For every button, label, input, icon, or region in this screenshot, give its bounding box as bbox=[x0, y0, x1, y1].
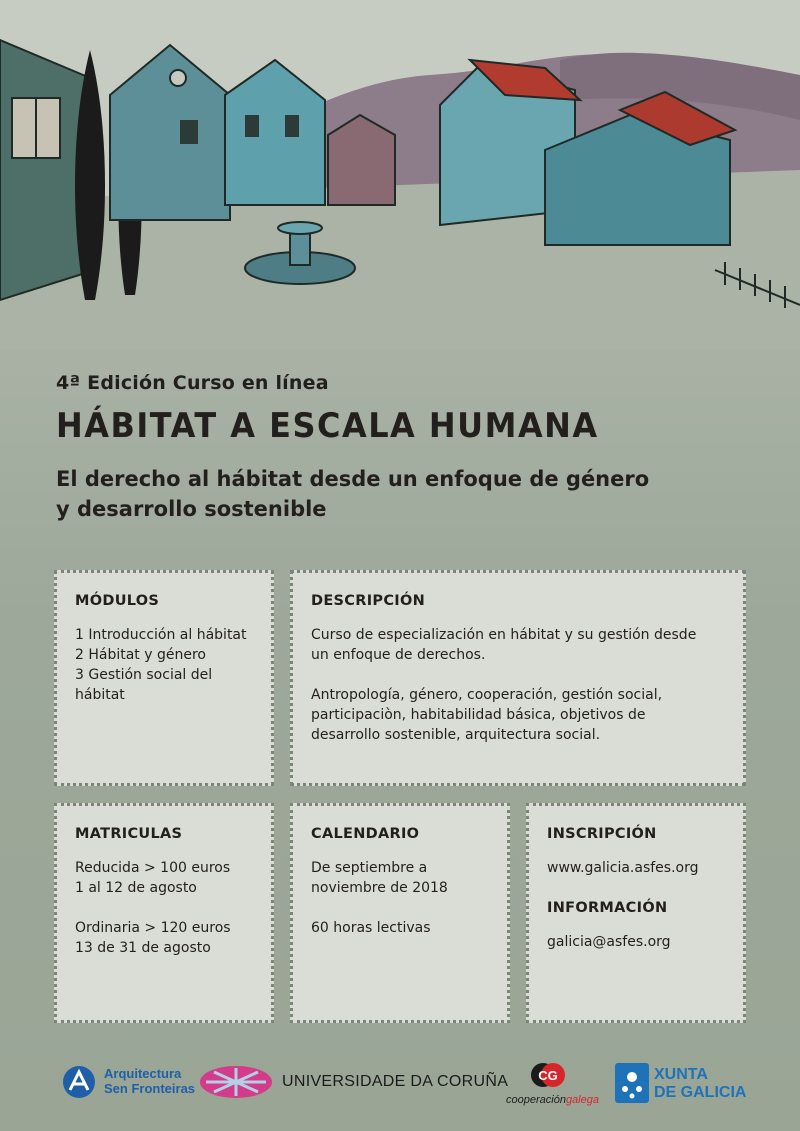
xunta-logo-text: XUNTA DE GALICIA bbox=[654, 1066, 747, 1101]
modulos-heading: MÓDULOS bbox=[75, 593, 160, 609]
calendario-heading: CALENDARIO bbox=[311, 826, 420, 842]
descripcion-heading: DESCRIPCIÓN bbox=[311, 593, 426, 609]
calendario-card: CALENDARIO De septiembre a noviembre de 2018 60 horas lectivas bbox=[290, 803, 510, 1023]
cg-logo-text: cooperacióngalega bbox=[506, 1094, 599, 1106]
modulos-card bbox=[54, 570, 274, 786]
asf-logo-text: Arquitectura Sen Fronteiras bbox=[104, 1066, 196, 1096]
inscripcion-card bbox=[526, 803, 746, 1023]
sponsor-logos bbox=[0, 1050, 800, 1120]
course-title: HÁBITAT A ESCALA HUMANA bbox=[56, 406, 599, 446]
edition-label: 4ª Edición Curso en línea bbox=[56, 372, 329, 394]
house-mauve bbox=[328, 115, 395, 205]
inscripcion-link[interactable]: www.galicia.asfes.org bbox=[547, 860, 699, 876]
module-item: 2 Hábitat y género bbox=[75, 647, 206, 663]
village-illustration bbox=[0, 0, 800, 350]
header bbox=[56, 372, 756, 524]
cg-logo-icon bbox=[530, 1060, 566, 1090]
matriculas-card: MATRICULAS Reducida > 100 euros 1 al 12 de agosto Ordinaria > 120 euros 13 de 31 de agosto bbox=[54, 803, 274, 1023]
descripcion-card: DESCRIPCIÓN Curso de especialización en hábitat y su gestión desde un enfoque de derechos. Antropología, género, cooperación, gestión social, participaciòn, habitabilidad básica, objetivos de desarrollo sostenible, arquitectura social. bbox=[290, 570, 746, 786]
matriculas-heading: MATRICULAS bbox=[75, 826, 183, 842]
udc-logo-icon bbox=[198, 1064, 274, 1100]
module-item: 3 Gestión social del hábitat bbox=[75, 667, 213, 703]
asf-logo-icon bbox=[62, 1065, 96, 1099]
course-subtitle: El derecho al hábitat desde un enfoque de género y desarrollo sostenible bbox=[56, 467, 650, 521]
informacion-heading: INFORMACIÓN bbox=[547, 900, 668, 916]
udc-logo-text: UNIVERSIDADE DA CORUÑA bbox=[282, 1073, 509, 1090]
email-link[interactable]: galicia@asfes.org bbox=[547, 934, 671, 950]
svg-text:CG: CG bbox=[538, 1068, 558, 1083]
xunta-logo-icon bbox=[615, 1063, 649, 1103]
module-item: 1 Introducción al hábitat bbox=[75, 627, 247, 643]
inscripcion-heading: INSCRIPCIÓN bbox=[547, 826, 657, 842]
